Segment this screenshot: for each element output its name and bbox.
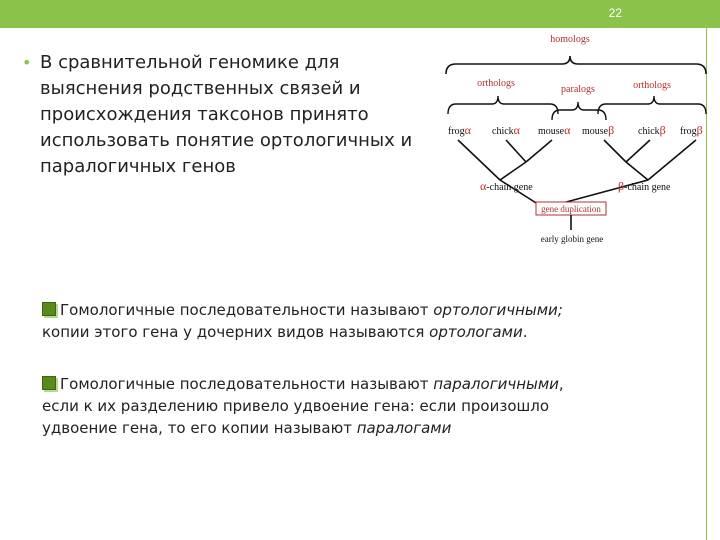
beta-chain-gene: β-chain gene (618, 179, 671, 193)
species-frog-beta: frogβ (680, 123, 703, 137)
para1-line2: копии этого гена у дочерних видов называются (42, 323, 430, 341)
alpha-chain-gene: α-chain gene (480, 179, 533, 193)
gene-duplication-label: gene duplication (541, 204, 601, 214)
label-homologs: homologs (550, 34, 590, 45)
label-orthologs-right: orthologs (633, 80, 671, 91)
paralogs-paragraph (42, 373, 662, 439)
early-globin-label: early globin gene (540, 234, 604, 244)
alpha-subtree-lines (458, 140, 552, 208)
homologs-brace (446, 56, 706, 74)
bullet-dot-icon: • (22, 53, 32, 72)
slide-number: 22 (608, 6, 622, 20)
checkbox-bullet-icon (42, 376, 56, 390)
para1-term: ортологичными; (433, 301, 563, 319)
bullet-line: происхождения таксонов принято (40, 104, 369, 125)
para1-term2: ортологами (429, 323, 523, 341)
header-bar (0, 0, 720, 28)
para2-suffix: , (558, 375, 564, 393)
label-orthologs-left: orthologs (477, 78, 515, 89)
orthologs-right-brace (598, 96, 706, 114)
para1-prefix: Гомологичные последовательности называют (60, 301, 434, 319)
para2-term2: паралогами (356, 419, 452, 437)
para1-end: . (522, 323, 528, 341)
checkbox-bullet-icon (42, 302, 56, 316)
orthologs-left-brace (448, 96, 558, 114)
para2-term: паралогичными (433, 375, 559, 393)
species-frog-alpha: frogα (448, 123, 471, 137)
orthologs-paragraph (42, 299, 662, 343)
bullet-line: использовать понятие ортологичных и (40, 130, 413, 151)
para2-prefix: Гомологичные последовательности называют (60, 375, 434, 393)
label-paralogs: paralogs (561, 84, 595, 95)
bullet-line: В сравнительной геномике для (40, 52, 340, 73)
species-mouse-beta: mouseβ (582, 123, 615, 137)
homology-diagram (440, 28, 710, 253)
bullet-line: паралогичных генов (40, 156, 236, 177)
bullet-line: выяснения родственных связей и (40, 78, 361, 99)
species-chick-beta: chickβ (638, 123, 666, 137)
beta-subtree-lines (544, 140, 696, 208)
para2-line3: удвоение гена, то его копии называют (42, 419, 357, 437)
species-chick-alpha: chickα (492, 123, 520, 137)
para2-line2: если к их разделению привело удвоение гена: если произошло (42, 397, 549, 415)
intro-bullet (22, 50, 442, 180)
species-mouse-alpha: mouseα (538, 123, 571, 137)
